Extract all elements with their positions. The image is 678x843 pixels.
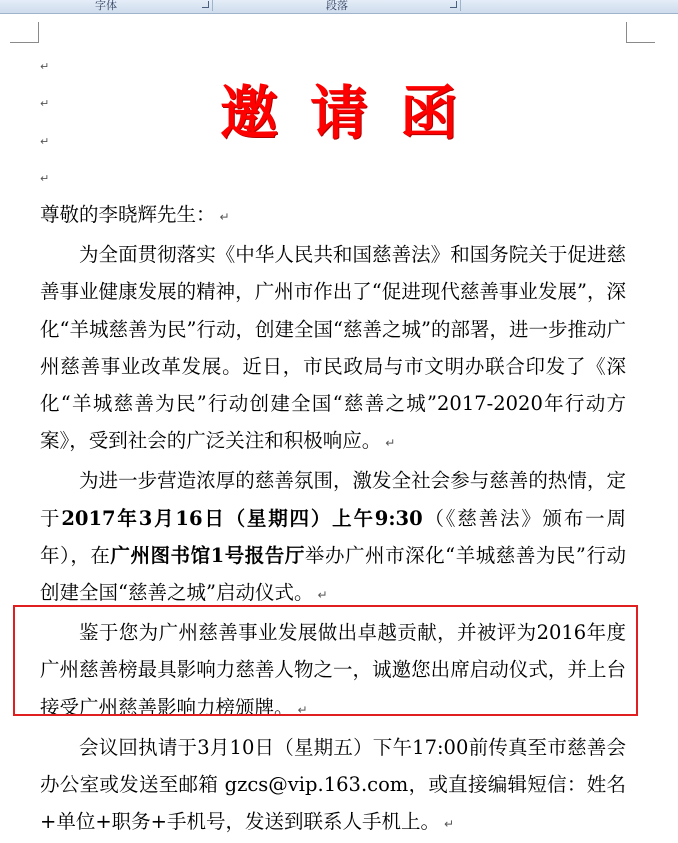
paragraph-mark-icon: ↵ xyxy=(40,97,50,110)
salutation: 尊敬的李晓辉先生： ↵ xyxy=(40,203,230,226)
paragraph-1: 为全面贯彻落实《中华人民共和国慈善法》和国务院关于促进慈善事业健康发展的精神，广州市作出了“促进现代慈善事业发展”，深化“羊城慈善为民”行动，创建全国“慈善之城”的部署，进一步推动广州慈善事业改革发展。近日，市民政局与市文明办联合印发了《深化“羊城慈善为民”行动创建全国“慈善之城”2017-2020年行动方案》，受到社会的广泛关注和积极响应。 ↵ xyxy=(40,243,626,453)
paragraph-mark-icon: ↵ xyxy=(385,436,396,451)
paragraph-mark-icon: ↵ xyxy=(297,702,308,717)
event-date: 2017年3月16日（星期四）上午9:30 xyxy=(61,506,423,530)
ribbon-group-paragraph-label: 段落 xyxy=(326,0,348,12)
event-venue: 广州图书馆1号报告厅 xyxy=(110,543,305,567)
dialog-launcher-icon[interactable] xyxy=(450,1,457,8)
page-margin-corner-right xyxy=(626,22,655,43)
highlight-box xyxy=(13,605,638,716)
paragraph-mark-icon: ↵ xyxy=(40,172,50,185)
paragraph-mark-icon: ↵ xyxy=(40,135,50,148)
paragraph-mark-icon: ↵ xyxy=(40,60,50,73)
paragraph-4: 会议回执请于3月10日（星期五）下午17:00前传真至市慈善会办公室或发送至邮箱 gzcs@vip.163.com，或直接编辑短信：姓名+单位+职务+手机号，发送到联系人手机上。 ↵ xyxy=(40,735,626,834)
ribbon-group-paragraph[interactable] xyxy=(214,0,461,11)
ribbon-group-font[interactable] xyxy=(0,0,213,11)
paragraph-mark-icon: ↵ xyxy=(317,588,328,603)
ribbon-strip xyxy=(0,0,678,14)
paragraph-mark-icon: ↵ xyxy=(219,210,230,224)
ribbon-group-font-label: 字体 xyxy=(95,0,117,12)
document-body xyxy=(40,196,626,843)
document-title: 邀请函 xyxy=(219,79,490,147)
page-margin-corner-left xyxy=(10,22,39,43)
paragraph-3: 鉴于您为广州慈善事业发展做出卓越贡献，并被评为2016年度广州慈善榜最具影响力慈善人物之一，诚邀您出席启动仪式，并上台接受广州慈善影响力榜颁牌。 ↵ xyxy=(40,621,626,719)
dialog-launcher-icon[interactable] xyxy=(202,1,209,8)
paragraph-mark-icon: ↵ xyxy=(444,817,455,832)
paragraph-2: 为进一步营造浓厚的慈善氛围，激发全社会参与慈善的热情，定于2017年3月16日（星期四）上午9:30（《慈善法》颁布一周年），在广州图书馆1号报告厅举办广州市深化“羊城慈善为民”行动创建全国“慈善之城”启动仪式。 ↵ xyxy=(40,469,626,605)
